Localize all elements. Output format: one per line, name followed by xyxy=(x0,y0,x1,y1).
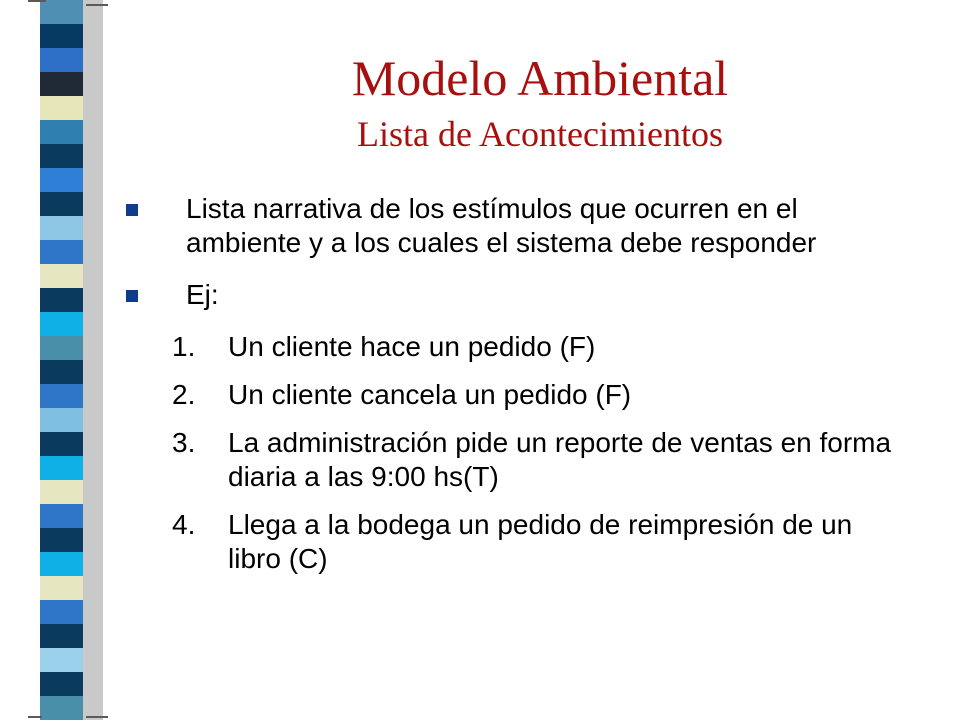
item-number: 3. xyxy=(172,427,196,458)
item-text: Un cliente cancela un pedido (F) xyxy=(228,379,632,410)
tick-mark xyxy=(86,4,108,6)
bullet-item xyxy=(118,192,898,260)
bullet-text: Ej: xyxy=(186,279,219,310)
slide-title-block xyxy=(180,48,900,156)
square-bullet-icon xyxy=(126,204,138,216)
item-number: 1. xyxy=(172,331,196,362)
item-number: 4. xyxy=(172,509,196,540)
item-number: 2. xyxy=(172,379,196,410)
item-text: Un cliente hace un pedido (F) xyxy=(228,331,596,362)
tick-mark xyxy=(28,0,46,2)
tick-mark xyxy=(28,716,42,718)
stripe-ticks xyxy=(28,0,110,720)
bullet-text: Lista narrativa de los estímulos que ocurren en el ambiente y a los cuales el sistema debe responder xyxy=(186,193,817,258)
numbered-list xyxy=(118,330,898,576)
slide-subtitle: Lista de Acontecimientos xyxy=(357,114,723,154)
decorative-stripe xyxy=(28,0,110,720)
numbered-item xyxy=(118,330,898,364)
numbered-item xyxy=(118,378,898,412)
numbered-item xyxy=(118,508,898,576)
tick-mark xyxy=(86,716,108,718)
square-bullet-icon xyxy=(126,290,138,302)
item-text: Llega a la bodega un pedido de reimpresión de un libro (C) xyxy=(228,509,853,574)
bullet-item xyxy=(118,278,898,312)
slide-body xyxy=(118,192,898,590)
numbered-item xyxy=(118,426,898,494)
slide-title: Modelo Ambiental xyxy=(351,50,729,106)
item-text: La administración pide un reporte de ventas en forma diaria a las 9:00 hs(T) xyxy=(228,427,892,492)
